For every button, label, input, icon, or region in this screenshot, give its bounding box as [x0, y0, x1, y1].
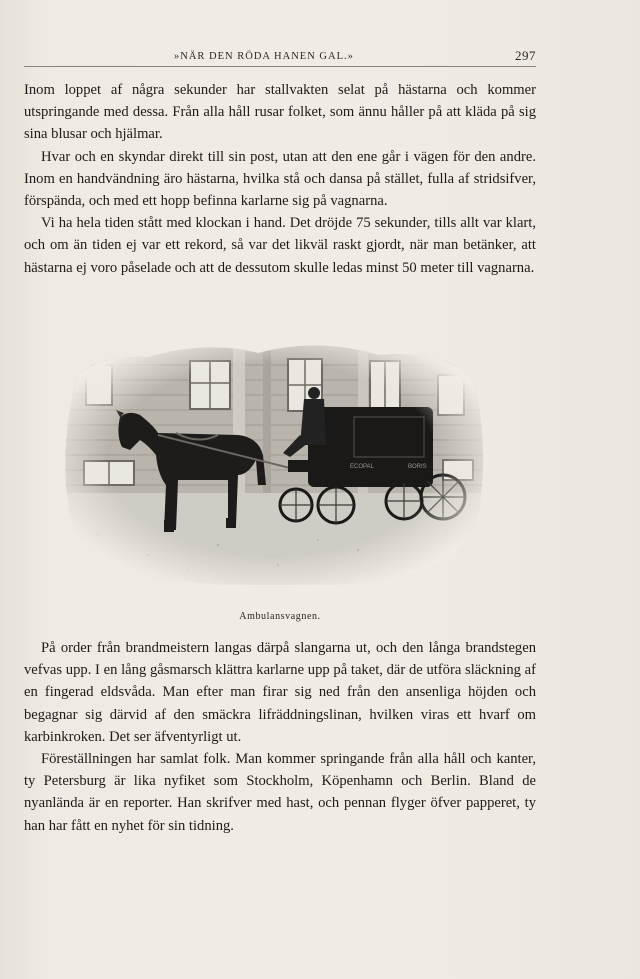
header-rule	[24, 66, 536, 67]
paragraph: Inom loppet af några sekunder har stallvakten selat på hästarna och kommer utspringande med dessa. Från alla håll rusar folket, som ännu håller på att kläda på sig sina blusar och hjälmar.	[24, 82, 536, 143]
paragraph: Föreställningen har samlat folk. Man kommer springande från alla håll och kanter, ty Petersburg är lika nyfiket som Stockholm, Köpenhamn och Berlin. Bland de nyanlända är en reporter. Han skrifver med hast, och pennan flyger öfver papperet, ty han har fått en nyhet för sin tidning.	[24, 751, 536, 834]
text-block-top	[24, 79, 536, 279]
ambulance-photo	[58, 335, 488, 585]
text-block-bottom	[24, 637, 536, 837]
page-number: 297	[515, 48, 536, 63]
figure-caption: Ambulansvagnen.	[239, 611, 321, 622]
paragraph: Hvar och en skyndar direkt till sin post, utan att den ene går i vägen för den andre. Inom en handvändning äro hästarna, hvilka stå och dansa på stället, fulla af stridsifver, förspända, och med ett hopp befinna karlarne sig på vagnarna.	[24, 148, 536, 210]
paragraph: På order från brandmeistern langas därpå slangarna ut, och den långa brandstegen vefvas upp. I en lång gåsmarsch klättra karlarne upp på taket, där de utföra släckning af en fingerad eldsvåda. Man efter man firar sig ned från den ansenliga höjden och begagnar sig därvid af den smäckra lifräddningslinan, hvilken viras ett hvarf om karbinkroken. Det ser äfventyrligt ut.	[24, 640, 536, 745]
running-head-title: »NÄR DEN RÖDA HANEN GAL.»	[174, 51, 354, 62]
paragraph: Vi ha hela tiden stått med klockan i hand. Det dröjde 75 sekunder, tills allt var klart, och om än tiden ej var ett rekord, så var det likväl raskt gjordt, när man betänker, att hästarna ej voro påselade och att de dessutom skulle ledas minst 50 meter till vagnarna.	[24, 215, 536, 276]
